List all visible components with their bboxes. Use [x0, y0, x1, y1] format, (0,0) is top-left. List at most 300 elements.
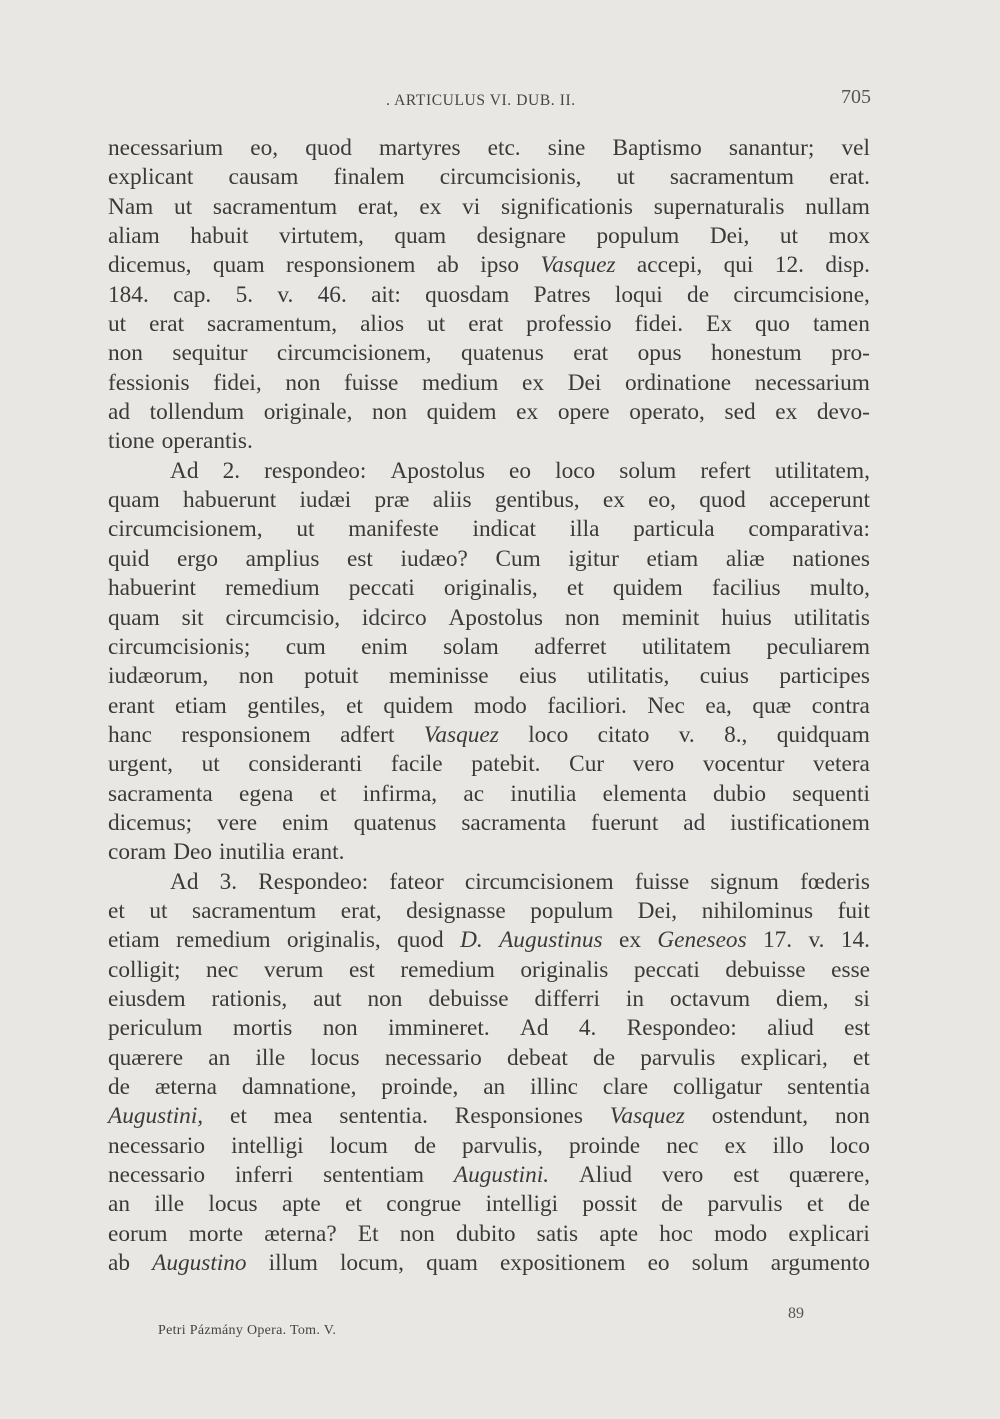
text-line	[108, 163, 870, 192]
word: eo,	[648, 487, 676, 514]
text-line	[108, 339, 870, 368]
word: necessario	[384, 1044, 482, 1071]
word: etiam	[108, 927, 160, 954]
italic-word: Augustini.	[453, 1162, 550, 1189]
word: 46.	[317, 281, 347, 308]
word: erat	[149, 311, 185, 338]
word: eiusdem	[108, 985, 186, 1012]
word: non	[285, 369, 321, 396]
word: iudæorum,	[108, 663, 209, 690]
word: circumcisionis;	[108, 633, 251, 660]
italic-word: Vasquez	[609, 1103, 685, 1130]
word: solum	[619, 457, 677, 484]
word: mox	[828, 223, 870, 250]
word: accepi,	[636, 252, 703, 279]
word: habuit	[190, 223, 249, 250]
word: quam	[108, 604, 160, 631]
word: 184.	[108, 281, 149, 308]
word: illinc	[530, 1074, 578, 1100]
word: participes	[779, 663, 870, 690]
word: ut	[296, 516, 315, 543]
word: urgent,	[108, 751, 173, 778]
word: circumcisionem	[464, 868, 614, 895]
word: hoc	[659, 1220, 693, 1247]
word: sequenti	[792, 780, 870, 807]
word: opus	[637, 340, 682, 367]
word: significationis	[501, 193, 634, 220]
word: argumento	[770, 1250, 870, 1277]
word: fidei,	[213, 369, 262, 396]
word: colligit;	[108, 956, 181, 983]
word: responsionem	[181, 721, 311, 748]
word: infirma,	[362, 780, 438, 807]
word: modo	[714, 1220, 768, 1247]
word: gentiles,	[247, 692, 326, 719]
word: ac	[463, 780, 485, 807]
word: v.	[808, 927, 825, 954]
word: ut	[201, 751, 220, 778]
word: an	[208, 1044, 231, 1071]
word: sacramenta	[461, 809, 567, 836]
word: iudæi	[299, 487, 352, 514]
word: Patres	[533, 281, 591, 308]
word: loco	[555, 457, 596, 484]
word: loco	[829, 1132, 870, 1159]
word: eo	[509, 457, 532, 484]
word: v.	[277, 281, 294, 308]
word: originalis,	[286, 927, 381, 954]
word: honestum	[711, 340, 802, 367]
word: an	[483, 1074, 506, 1100]
word: Dei,	[637, 897, 678, 924]
word: loco	[528, 721, 569, 748]
word: non	[322, 1015, 358, 1042]
text-line	[108, 662, 870, 691]
word: Nec	[647, 692, 685, 719]
word: ea,	[705, 692, 732, 719]
word: populum	[596, 223, 680, 250]
word: fidei.	[634, 311, 684, 338]
word: circumcisionem,	[276, 340, 432, 367]
word: mea	[273, 1103, 313, 1130]
text-line	[108, 1161, 870, 1190]
word: quo	[754, 311, 790, 338]
text-line	[108, 956, 870, 985]
word: enim	[361, 633, 408, 660]
word: sacramentum,	[207, 311, 338, 338]
text-line	[108, 1220, 870, 1249]
word: sit	[181, 604, 204, 631]
word: illum	[268, 1250, 318, 1277]
word: aut	[313, 985, 342, 1012]
word: in	[625, 985, 645, 1012]
word: iustificationem	[730, 809, 870, 836]
word: nec	[666, 1132, 699, 1159]
word: utilitatem	[641, 633, 732, 660]
word: quam	[394, 223, 447, 250]
running-header	[0, 84, 1000, 114]
word: designare	[476, 223, 566, 250]
word: quod	[699, 487, 746, 514]
word: differri	[534, 985, 601, 1012]
word: damnatione,	[241, 1074, 357, 1100]
word: de	[413, 1132, 436, 1159]
word: operato,	[629, 399, 705, 426]
word: quid	[108, 545, 150, 572]
word: ex	[724, 1132, 747, 1159]
word: est	[347, 545, 373, 572]
text-line	[108, 1249, 870, 1278]
word: gentibus,	[494, 487, 580, 514]
word: parvulis,	[462, 1132, 543, 1159]
word: 8.,	[724, 721, 748, 748]
word: sacramentum	[192, 897, 317, 924]
word: loqui	[614, 281, 663, 308]
word: quidem	[426, 399, 497, 426]
text-line	[108, 281, 870, 310]
word: possit	[582, 1191, 637, 1218]
word: erat,	[357, 193, 399, 220]
word: locum	[329, 1132, 388, 1159]
word: et	[108, 897, 125, 924]
word: est	[733, 1162, 760, 1189]
word: peccati	[633, 956, 700, 983]
text-line	[108, 692, 870, 721]
word: eo	[647, 1250, 670, 1277]
word: ex	[419, 193, 442, 220]
word: vero	[661, 1162, 704, 1189]
word: quidem	[612, 575, 683, 602]
word: ex	[619, 927, 641, 954]
word: tollendum	[149, 399, 245, 426]
word: ut	[149, 897, 168, 924]
word: circumcisione,	[733, 281, 870, 308]
word: Nam	[108, 193, 154, 220]
word: colligatur	[673, 1074, 763, 1100]
word: cuius	[699, 663, 749, 690]
word: contra	[811, 692, 870, 719]
word: amplius	[245, 545, 320, 572]
word: finalem	[333, 164, 405, 191]
word: quam	[212, 252, 265, 279]
word: ab	[108, 1250, 130, 1277]
word: populum	[530, 897, 614, 924]
word: meminisse	[389, 663, 489, 690]
italic-word: Vasquez	[540, 252, 616, 279]
word: ordinatione	[624, 369, 732, 396]
word: utilitatis	[793, 604, 870, 631]
word: tamen	[812, 311, 870, 338]
word: 2.	[222, 457, 241, 484]
word: explicari	[788, 1220, 870, 1247]
word: facile	[390, 751, 443, 778]
text-line	[108, 721, 870, 750]
word: eius	[519, 663, 557, 690]
word: modo	[473, 692, 527, 719]
word: rationis,	[211, 985, 288, 1012]
word: coram	[108, 839, 167, 866]
text-line	[108, 1044, 870, 1073]
word: professio	[526, 311, 612, 338]
word: tione	[108, 428, 155, 455]
word: citato	[597, 721, 650, 748]
word: circumcisionis,	[439, 164, 582, 191]
word: meminit	[621, 604, 700, 631]
text-line	[108, 398, 870, 427]
word: sententia.	[339, 1103, 428, 1130]
word: Apostolus	[390, 457, 485, 484]
word: sacramentum	[212, 193, 338, 220]
word: ex	[516, 399, 539, 426]
word: locum,	[339, 1250, 405, 1277]
word: erat	[468, 311, 504, 338]
word: necessarium	[108, 135, 224, 161]
word: et	[345, 1191, 362, 1218]
word: non	[564, 604, 600, 631]
word: nullam	[805, 193, 870, 220]
word: æterna	[154, 1074, 217, 1100]
word: locus	[208, 1191, 258, 1218]
word: apte	[281, 1191, 321, 1218]
word: designasse	[406, 897, 506, 924]
word: circumcisio,	[225, 604, 341, 631]
word: quam	[426, 1250, 478, 1277]
word: si	[854, 985, 870, 1012]
word: vetera	[813, 751, 870, 778]
word: quæ	[752, 692, 792, 719]
word: causam	[228, 164, 299, 191]
word: eo,	[250, 135, 279, 161]
text-line	[108, 1014, 870, 1043]
word: quidquam	[776, 721, 870, 748]
word: sed	[724, 399, 756, 426]
word: circumcisionem,	[108, 516, 263, 543]
italic-word: Vasquez	[423, 721, 499, 748]
word: ad	[683, 809, 706, 836]
word: fuit	[837, 897, 870, 924]
word: congrue	[386, 1191, 462, 1218]
text-line	[108, 251, 870, 280]
word: necessarium	[754, 369, 870, 396]
word: quidem	[383, 692, 454, 719]
word: ait:	[371, 281, 401, 308]
word: indicat	[472, 516, 536, 543]
word: facilius	[711, 575, 781, 602]
word: de	[593, 1044, 616, 1071]
word: Dei	[567, 369, 602, 396]
word: originale,	[263, 399, 353, 426]
italic-word: Augustino	[152, 1250, 247, 1277]
word: debuisse	[725, 956, 806, 983]
word: ostendunt,	[711, 1103, 809, 1130]
word: mortis	[232, 1015, 293, 1042]
word: aliis	[432, 487, 472, 514]
text-line	[108, 633, 870, 662]
word: etiam	[175, 692, 227, 719]
word: ille	[255, 1044, 286, 1071]
page-number: 705	[841, 86, 871, 108]
word: non	[367, 985, 403, 1012]
word: Aliud	[578, 1162, 633, 1189]
word: medium	[422, 369, 499, 396]
word: v.	[678, 721, 695, 748]
word: est	[348, 956, 375, 983]
text-line	[108, 574, 870, 603]
word: Et	[357, 1220, 379, 1247]
word: proinde,	[381, 1074, 459, 1100]
footer-imprint: Petri Pázmány Opera. Tom. V.	[158, 1323, 337, 1338]
word: de	[661, 1191, 684, 1218]
word: inferri	[234, 1162, 294, 1189]
text-line	[108, 1132, 870, 1161]
italic-word: D.	[460, 927, 483, 954]
word: debuisse	[428, 985, 509, 1012]
word: dubito	[455, 1220, 516, 1247]
text-line	[108, 1102, 870, 1131]
word: opere	[557, 399, 610, 426]
word: fœderis	[800, 868, 870, 895]
word: eorum	[108, 1220, 168, 1247]
word: inutilia	[219, 839, 286, 866]
word: parvulis	[640, 1044, 716, 1071]
word: sacramentum	[669, 164, 795, 191]
word: aliæ	[725, 545, 765, 572]
italic-word: Augustinus	[499, 927, 603, 954]
word: quosdam	[425, 281, 510, 308]
word: Ad	[170, 868, 199, 895]
word: octavum	[669, 985, 751, 1012]
text-line	[108, 222, 870, 251]
word: Ex	[706, 311, 732, 338]
text-line	[108, 750, 870, 779]
word: immineret.	[388, 1015, 490, 1042]
word: Apostolus	[448, 604, 543, 631]
word: quod	[305, 135, 352, 161]
word: non	[372, 399, 407, 426]
word: proinde	[568, 1132, 641, 1159]
word: disp.	[825, 252, 870, 279]
word: Cum	[495, 545, 541, 572]
word: 17.	[763, 927, 793, 954]
word: Respondeo:	[626, 1015, 737, 1042]
word: multo,	[809, 575, 870, 602]
word: locus	[310, 1044, 360, 1071]
word: fuerunt	[591, 809, 659, 836]
text-line	[108, 515, 870, 544]
text-line	[108, 985, 870, 1014]
signature-mark: 89	[788, 1305, 804, 1322]
text-line	[108, 1073, 870, 1102]
word: ad	[108, 399, 130, 426]
word: habuerint	[108, 575, 196, 602]
word: nationes	[792, 545, 870, 572]
word: diem,	[776, 985, 829, 1012]
word: virtutem,	[279, 223, 364, 250]
word: illa	[569, 516, 600, 543]
word: alios	[360, 311, 405, 338]
word: erat	[573, 340, 609, 367]
word: ex	[522, 369, 545, 396]
word: comparativa:	[748, 516, 870, 543]
word: de	[687, 281, 710, 308]
word: dubio	[712, 780, 767, 807]
word: pro-	[831, 340, 870, 367]
word: Ad	[520, 1015, 549, 1042]
word: responsionem	[286, 252, 416, 279]
running-head-title: . ARTICULUS VI. DUB. II.	[386, 92, 576, 109]
word: erat.	[829, 164, 870, 191]
word: solum	[691, 1250, 749, 1277]
word: dicemus;	[108, 809, 193, 836]
word: idcirco	[361, 604, 427, 631]
word: ut	[174, 193, 193, 220]
word: de	[108, 1074, 130, 1100]
word: et	[319, 780, 337, 807]
word: remedium	[225, 575, 320, 602]
word: dicemus,	[108, 252, 192, 279]
word: enim	[282, 809, 329, 836]
word: hanc	[108, 721, 152, 748]
word: vocentur	[702, 751, 785, 778]
word: nec	[206, 956, 239, 983]
text-line	[108, 369, 870, 398]
word: potuit	[304, 663, 359, 690]
word: ipso	[480, 252, 520, 279]
word: elementa	[602, 780, 687, 807]
text-line	[108, 134, 870, 163]
text-line	[108, 809, 870, 838]
word: ut	[616, 164, 635, 191]
word: sacramenta	[108, 780, 213, 807]
word: ergo	[177, 545, 219, 572]
word: expositionem	[499, 1250, 626, 1277]
word: et	[853, 1044, 870, 1071]
word: clare	[602, 1074, 649, 1100]
word: vi	[462, 193, 481, 220]
word: ab	[436, 252, 459, 279]
word: vero	[632, 751, 675, 778]
word: peculiarem	[766, 633, 870, 660]
word: illo	[772, 1132, 804, 1159]
text-line	[108, 838, 870, 867]
word: de	[848, 1191, 870, 1218]
word: qui	[723, 252, 754, 279]
word: verum	[263, 956, 324, 983]
word: fuisse	[634, 868, 690, 895]
word: an	[108, 1191, 130, 1218]
text-line	[108, 310, 870, 339]
word: aliud	[767, 1015, 814, 1042]
word: 12.	[774, 252, 804, 279]
word: acceperunt	[769, 487, 870, 514]
word: habuerunt	[183, 487, 277, 514]
word: originalis	[520, 956, 609, 983]
word: necessario	[108, 1162, 206, 1189]
word: non	[238, 663, 274, 690]
word: necessario	[108, 1132, 206, 1159]
word: et	[806, 1191, 824, 1218]
word: quærere	[108, 1044, 184, 1071]
word: apte	[599, 1220, 639, 1247]
word: ex	[602, 487, 625, 514]
word: utilitatem,	[774, 457, 870, 484]
word: explicant	[108, 164, 194, 191]
word: Respondeo:	[258, 868, 369, 895]
text-line	[108, 427, 870, 456]
word: non	[108, 340, 143, 367]
word: erat,	[340, 897, 382, 924]
text-line	[108, 897, 870, 926]
